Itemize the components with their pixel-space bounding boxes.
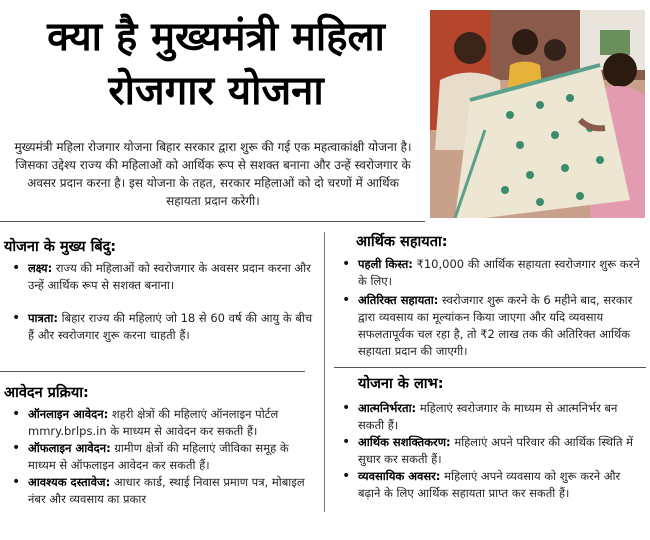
divider [0, 371, 305, 372]
list-item: • अतिरिक्त सहायता: स्वरोजगार शुरू करने के 6 महीने बाद, सरकार द्वारा व्यवसाय का मूल्यांकन किया जाएगा और यदि व्यवसाय सफलतापूर्वक चल रहा है, तो ₹2 लाख तक की अतिरिक्त आर्थिक सहायता प्रदान की जाएगी। [336, 292, 644, 360]
list-item: • आर्थिक सशक्तिकरण: महिलाएं अपने परिवार की आर्थिक स्थिति में सुधार कर सकती हैं। [336, 434, 644, 468]
list-item: • पहली किस्त: ₹10,000 की आर्थिक सहायता स्वरोजगार शुरू करने के लिए। [336, 256, 644, 290]
financial-help-heading: आर्थिक सहायता: [356, 234, 448, 250]
column-divider [324, 232, 325, 512]
list-item: • ऑनलाइन आवेदन: शहरी क्षेत्रों की महिलाएं ऑनलाइन पोर्टल mmry.brlps.in के माध्यम से आवेदन कर सकती हैं। [6, 406, 318, 440]
divider [0, 221, 425, 222]
intro-paragraph: मुख्यमंत्री महिला रोजगार योजना बिहार सरकार द्वारा शुरू की गई एक महत्वाकांक्षी योजना है। जिसका उद्देश्य राज्य की महिलाओं को आर्थिक रूप से सशक्त बनाना और उन्हें स्वरोजगार के अवसर प्रदान करना है। इस योजना के तहत, सरकार महिलाओं को दो चरणों में आर्थिक सहायता प्रदान करेगी। [14, 140, 412, 208]
application-list [6, 406, 318, 508]
benefits-list [336, 400, 644, 502]
women-weaving-photo [430, 10, 645, 218]
application-heading: आवेदन प्रक्रिया: [4, 385, 89, 401]
financial-help-list [336, 256, 644, 360]
divider [334, 367, 646, 368]
key-points-heading: योजना के मुख्य बिंदु: [4, 239, 117, 255]
list-item: • लक्ष्य: राज्य की महिलाओं को स्वरोजगार के अवसर प्रदान करना और उन्हें आर्थिक रूप से सशक्त बनाना। [6, 260, 318, 294]
key-points-list [6, 260, 318, 344]
page-title: क्या है मुख्यमंत्री महिला रोजगार योजना [47, 14, 385, 114]
list-item: • आत्मनिर्भरता: महिलाएं स्वरोजगार के माध्यम से आत्मनिर्भर बन सकती हैं। [336, 400, 644, 434]
list-item: • आवश्यक दस्तावेज: आधार कार्ड, स्थाई निवास प्रमाण पत्र, मोबाइल नंबर और व्यवसाय का प्रकार [6, 474, 318, 508]
benefits-heading: योजना के लाभ: [358, 376, 444, 392]
list-item: • व्यवसायिक अवसर: महिलाएं अपने व्यवसाय को शुरू करने और बढ़ाने के लिए आर्थिक सहायता प्राप्त कर सकती हैं। [336, 468, 644, 502]
list-item: • ऑफलाइन आवेदन: ग्रामीण क्षेत्रों की महिलाएं जीविका समूह के माध्यम से ऑफलाइन आवेदन कर सकती हैं। [6, 440, 318, 474]
list-item: • पात्रता: बिहार राज्य की महिलाएं जो 18 से 60 वर्ष की आयु के बीच हैं और स्वरोजगार शुरू करना चाहती हैं। [6, 310, 318, 344]
